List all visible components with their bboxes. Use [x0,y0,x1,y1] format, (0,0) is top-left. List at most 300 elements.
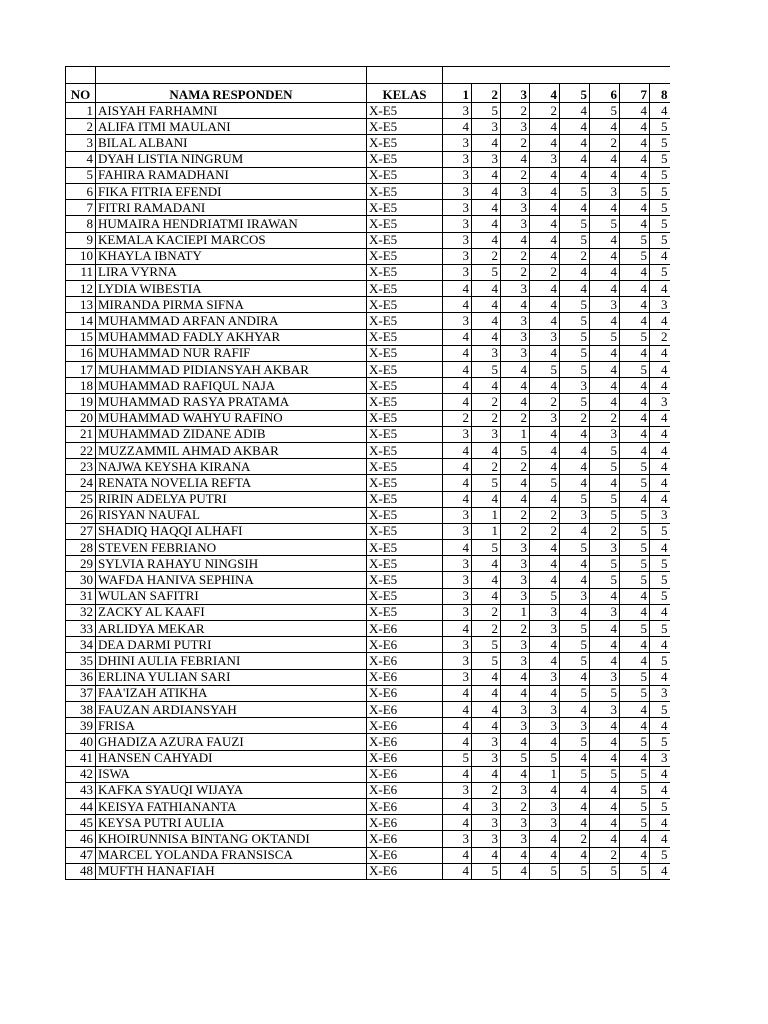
cell-q1: 4 [443,734,472,750]
cell-q8: 5 [650,588,670,604]
cell-q5: 5 [560,313,590,329]
cell-q1: 4 [443,362,472,378]
cell-q3: 3 [501,313,530,329]
cell-kelas: X-E6 [367,621,443,637]
table-row [66,750,670,766]
cell-q6: 2 [590,523,620,539]
cell-no: 42 [66,766,96,782]
cell-q1: 3 [443,653,472,669]
cell-kelas: X-E5 [367,345,443,361]
cell-name: KHAYLA IBNATY [96,248,367,264]
cell-q8: 5 [650,847,670,863]
cell-q2: 3 [472,151,501,167]
cell-no: 10 [66,248,96,264]
cell-q1: 3 [443,782,472,798]
cell-q8: 5 [650,135,670,151]
cell-q3: 4 [501,766,530,782]
cell-q8: 4 [650,459,670,475]
cell-q4: 3 [530,669,560,685]
cell-kelas: X-E6 [367,863,443,879]
cell-q4: 4 [530,734,560,750]
cell-q7: 4 [620,313,650,329]
cell-q3: 3 [501,119,530,135]
cell-q2: 4 [472,216,501,232]
cell-q7: 4 [620,701,650,717]
cell-q5: 5 [560,345,590,361]
cell-q4: 4 [530,232,560,248]
cell-q7: 4 [620,394,650,410]
cell-q2: 4 [472,572,501,588]
cell-q7: 4 [620,378,650,394]
cell-q8: 3 [650,685,670,701]
cell-q3: 4 [501,362,530,378]
cell-q7: 5 [620,507,650,523]
table-row [66,426,670,442]
table-row [66,604,670,620]
cell-no: 2 [66,119,96,135]
cell-q2: 2 [472,248,501,264]
cell-q4: 4 [530,685,560,701]
cell-q3: 1 [501,426,530,442]
cell-q4: 4 [530,572,560,588]
cell-q3: 4 [501,394,530,410]
cell-name: MUHAMMAD FADLY AKHYAR [96,329,367,345]
cell-q7: 5 [620,766,650,782]
table-row [66,264,670,280]
cell-q2: 4 [472,588,501,604]
cell-no: 19 [66,394,96,410]
cell-q8: 5 [650,701,670,717]
header-q8: 8 [650,84,670,103]
cell-q8: 4 [650,345,670,361]
table-row [66,216,670,232]
cell-q1: 4 [443,475,472,491]
cell-q2: 4 [472,701,501,717]
cell-q7: 5 [620,329,650,345]
cell-q7: 4 [620,151,650,167]
cell-q8: 4 [650,815,670,831]
cell-kelas: X-E5 [367,604,443,620]
cell-q6: 4 [590,362,620,378]
cell-q3: 2 [501,507,530,523]
cell-q1: 3 [443,588,472,604]
cell-q4: 2 [530,103,560,119]
cell-q6: 5 [590,459,620,475]
table-row [66,475,670,491]
cell-q1: 4 [443,491,472,507]
cell-q6: 3 [590,604,620,620]
cell-q6: 4 [590,232,620,248]
cell-q6: 5 [590,572,620,588]
cell-q3: 4 [501,151,530,167]
cell-name: SYLVIA RAHAYU NINGSIH [96,556,367,572]
cell-q7: 4 [620,831,650,847]
cell-q1: 4 [443,621,472,637]
cell-q3: 2 [501,167,530,183]
cell-q8: 4 [650,442,670,458]
table-row [66,556,670,572]
table-row [66,637,670,653]
table-row [66,151,670,167]
cell-q3: 1 [501,604,530,620]
cell-q7: 4 [620,426,650,442]
cell-name: RIRIN ADELYA PUTRI [96,491,367,507]
cell-q4: 4 [530,847,560,863]
cell-kelas: X-E6 [367,815,443,831]
cell-no: 24 [66,475,96,491]
table-row [66,459,670,475]
cell-q4: 4 [530,637,560,653]
cell-q7: 5 [620,362,650,378]
cell-q7: 4 [620,345,650,361]
cell-q4: 2 [530,523,560,539]
cell-q1: 3 [443,216,472,232]
cell-name: KEISYA FATHIANANTA [96,799,367,815]
cell-q4: 4 [530,119,560,135]
cell-q1: 4 [443,685,472,701]
cell-q8: 5 [650,523,670,539]
cell-q6: 4 [590,378,620,394]
cell-q2: 3 [472,750,501,766]
cell-q8: 5 [650,799,670,815]
cell-kelas: X-E5 [367,556,443,572]
cell-q1: 3 [443,669,472,685]
cell-q5: 5 [560,540,590,556]
cell-q7: 5 [620,523,650,539]
cell-q2: 2 [472,394,501,410]
cell-q6: 2 [590,410,620,426]
cell-q3: 4 [501,475,530,491]
cell-name: KAFKA SYAUQI WIJAYA [96,782,367,798]
cell-q6: 4 [590,588,620,604]
cell-kelas: X-E5 [367,588,443,604]
table-row [66,847,670,863]
cell-q5: 2 [560,831,590,847]
cell-q5: 5 [560,766,590,782]
cell-q8: 4 [650,863,670,879]
cell-q2: 3 [472,815,501,831]
cell-name: ALIFA ITMI MAULANI [96,119,367,135]
cell-kelas: X-E6 [367,750,443,766]
cell-name: FRISA [96,718,367,734]
cell-q2: 2 [472,604,501,620]
cell-q6: 4 [590,475,620,491]
cell-q6: 4 [590,621,620,637]
cell-q3: 4 [501,685,530,701]
cell-q1: 5 [443,750,472,766]
cell-q8: 4 [650,831,670,847]
cell-q3: 5 [501,750,530,766]
cell-q4: 4 [530,378,560,394]
cell-kelas: X-E5 [367,151,443,167]
cell-q5: 5 [560,734,590,750]
cell-name: KEYSA PUTRI AULIA [96,815,367,831]
table-row [66,410,670,426]
cell-q7: 5 [620,556,650,572]
table-body [66,103,670,880]
cell-name: DEA DARMI PUTRI [96,637,367,653]
cell-q3: 3 [501,556,530,572]
cell-no: 46 [66,831,96,847]
cell-q8: 5 [650,232,670,248]
cell-kelas: X-E6 [367,653,443,669]
cell-q7: 4 [620,847,650,863]
cell-q3: 3 [501,782,530,798]
header-row [66,84,670,103]
cell-q4: 1 [530,766,560,782]
cell-q8: 3 [650,297,670,313]
cell-kelas: X-E5 [367,572,443,588]
cell-q6: 3 [590,297,620,313]
cell-q3: 3 [501,588,530,604]
cell-q7: 4 [620,588,650,604]
cell-q3: 3 [501,637,530,653]
cell-no: 14 [66,313,96,329]
cell-q4: 4 [530,216,560,232]
cell-q1: 4 [443,378,472,394]
table-row [66,362,670,378]
cell-q5: 3 [560,718,590,734]
cell-name: ARLIDYA MEKAR [96,621,367,637]
cell-q3: 2 [501,621,530,637]
cell-no: 27 [66,523,96,539]
cell-q2: 4 [472,718,501,734]
table-row [66,863,670,879]
cell-q5: 5 [560,329,590,345]
cell-name: WAFDA HANIVA SEPHINA [96,572,367,588]
cell-no: 29 [66,556,96,572]
cell-q4: 4 [530,135,560,151]
cell-q6: 4 [590,345,620,361]
cell-q5: 5 [560,653,590,669]
cell-kelas: X-E6 [367,734,443,750]
cell-no: 39 [66,718,96,734]
cell-q3: 4 [501,378,530,394]
cell-q1: 3 [443,507,472,523]
cell-kelas: X-E5 [367,507,443,523]
cell-no: 35 [66,653,96,669]
cell-name: MUZZAMMIL AHMAD AKBAR [96,442,367,458]
table-row [66,297,670,313]
cell-q5: 5 [560,863,590,879]
cell-q3: 3 [501,281,530,297]
cell-kelas: X-E5 [367,362,443,378]
cell-q7: 5 [620,863,650,879]
cell-q2: 4 [472,685,501,701]
cell-no: 40 [66,734,96,750]
cell-q5: 4 [560,750,590,766]
cell-q5: 2 [560,248,590,264]
cell-q2: 4 [472,669,501,685]
cell-no: 43 [66,782,96,798]
cell-q3: 3 [501,183,530,199]
table-row [66,653,670,669]
cell-q2: 5 [472,475,501,491]
cell-q6: 2 [590,847,620,863]
cell-kelas: X-E5 [367,540,443,556]
cell-kelas: X-E5 [367,459,443,475]
cell-q7: 5 [620,540,650,556]
cell-q3: 4 [501,297,530,313]
cell-q6: 3 [590,540,620,556]
cell-q1: 2 [443,410,472,426]
cell-q5: 5 [560,637,590,653]
cell-no: 30 [66,572,96,588]
cell-q3: 2 [501,103,530,119]
cell-q7: 4 [620,119,650,135]
cell-kelas: X-E5 [367,167,443,183]
table-row [66,394,670,410]
cell-no: 44 [66,799,96,815]
cell-q4: 5 [530,588,560,604]
cell-q8: 5 [650,216,670,232]
cell-q8: 4 [650,491,670,507]
cell-q7: 4 [620,637,650,653]
cell-q8: 4 [650,540,670,556]
cell-q3: 4 [501,491,530,507]
cell-q5: 4 [560,264,590,280]
cell-q5: 5 [560,491,590,507]
cell-q2: 4 [472,297,501,313]
cell-q2: 2 [472,782,501,798]
cell-q1: 3 [443,151,472,167]
cell-q8: 5 [650,167,670,183]
cell-q7: 4 [620,167,650,183]
cell-q7: 5 [620,782,650,798]
cell-q5: 5 [560,621,590,637]
cell-no: 17 [66,362,96,378]
cell-q2: 4 [472,183,501,199]
cell-q6: 4 [590,653,620,669]
cell-name: BILAL ALBANI [96,135,367,151]
cell-no: 20 [66,410,96,426]
cell-q3: 3 [501,572,530,588]
cell-no: 37 [66,685,96,701]
cell-name: DHINI AULIA FEBRIANI [96,653,367,669]
cell-q3: 3 [501,718,530,734]
cell-q5: 5 [560,183,590,199]
cell-q4: 4 [530,297,560,313]
cell-q8: 4 [650,718,670,734]
cell-q2: 4 [472,281,501,297]
cell-q4: 4 [530,782,560,798]
cell-q1: 4 [443,815,472,831]
cell-q3: 4 [501,847,530,863]
cell-q5: 4 [560,135,590,151]
cell-q4: 4 [530,442,560,458]
cell-q4: 4 [530,313,560,329]
table-row [66,378,670,394]
cell-q1: 4 [443,394,472,410]
cell-kelas: X-E5 [367,183,443,199]
cell-no: 33 [66,621,96,637]
cell-q3: 4 [501,863,530,879]
table-row [66,329,670,345]
table-row [66,119,670,135]
cell-kelas: X-E6 [367,669,443,685]
cell-name: HANSEN CAHYADI [96,750,367,766]
table-row [66,701,670,717]
cell-no: 5 [66,167,96,183]
cell-q1: 3 [443,264,472,280]
table-row [66,572,670,588]
cell-name: ERLINA YULIAN SARI [96,669,367,685]
cell-no: 7 [66,200,96,216]
cell-no: 18 [66,378,96,394]
cell-q3: 3 [501,216,530,232]
cell-q8: 5 [650,264,670,280]
cell-q6: 4 [590,750,620,766]
cell-kelas: X-E5 [367,281,443,297]
cell-q6: 5 [590,329,620,345]
cell-q1: 3 [443,556,472,572]
cell-q5: 4 [560,523,590,539]
cell-kelas: X-E5 [367,200,443,216]
cell-q4: 4 [530,281,560,297]
cell-q4: 4 [530,491,560,507]
header-q5: 5 [560,84,590,103]
cell-kelas: X-E5 [367,426,443,442]
cell-q6: 4 [590,119,620,135]
cell-name: ZACKY AL KAAFI [96,604,367,620]
cell-name: MUHAMMAD ZIDANE ADIB [96,426,367,442]
header-q7: 7 [620,84,650,103]
cell-q2: 4 [472,167,501,183]
cell-q4: 3 [530,329,560,345]
respondent-table [65,66,670,880]
cell-name: ISWA [96,766,367,782]
header-top-row [66,67,670,84]
cell-kelas: X-E6 [367,685,443,701]
cell-q4: 4 [530,459,560,475]
cell-q2: 5 [472,362,501,378]
cell-q1: 4 [443,540,472,556]
cell-q2: 4 [472,442,501,458]
cell-name: WULAN SAFITRI [96,588,367,604]
cell-q7: 4 [620,281,650,297]
table-row [66,588,670,604]
cell-q4: 4 [530,540,560,556]
cell-q2: 4 [472,200,501,216]
cell-q5: 5 [560,394,590,410]
cell-kelas: X-E6 [367,701,443,717]
cell-no: 36 [66,669,96,685]
cell-q6: 5 [590,103,620,119]
table-row [66,766,670,782]
cell-q8: 4 [650,103,670,119]
cell-no: 3 [66,135,96,151]
cell-q6: 5 [590,863,620,879]
cell-no: 11 [66,264,96,280]
cell-q1: 3 [443,103,472,119]
cell-q8: 4 [650,426,670,442]
table-row [66,345,670,361]
cell-q4: 4 [530,831,560,847]
cell-name: HUMAIRA HENDRIATMI IRAWAN [96,216,367,232]
cell-no: 6 [66,183,96,199]
header-spacer-name [96,67,367,84]
cell-q3: 3 [501,831,530,847]
cell-q1: 4 [443,345,472,361]
cell-q7: 5 [620,572,650,588]
cell-no: 8 [66,216,96,232]
cell-q3: 3 [501,345,530,361]
cell-q5: 4 [560,475,590,491]
cell-q3: 2 [501,264,530,280]
cell-q4: 4 [530,653,560,669]
table-row [66,540,670,556]
cell-q5: 4 [560,669,590,685]
